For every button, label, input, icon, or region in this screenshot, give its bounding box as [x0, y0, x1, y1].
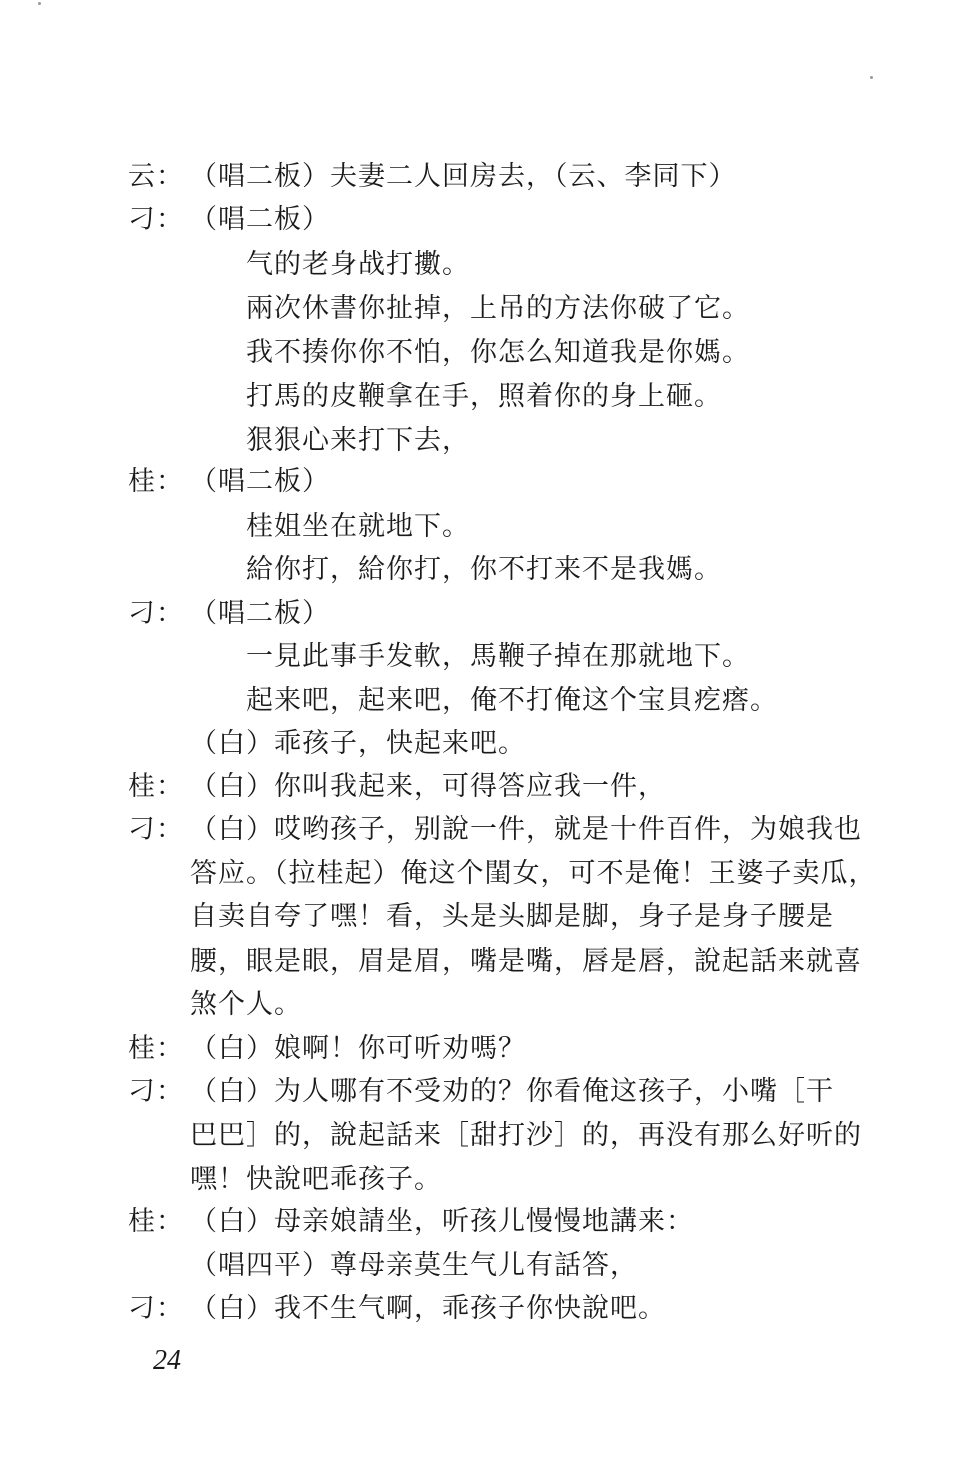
speaker-label: 刁：: [128, 598, 184, 629]
line-text: 煞个人。: [190, 989, 302, 1020]
speaker-label: 刁：: [128, 204, 184, 235]
line-text: （白）母亲娘請坐，听孩儿慢慢地講来：: [190, 1206, 694, 1237]
line-text: （白）为人哪有不受劝的？你看俺这孩子，小嘴［干: [190, 1076, 834, 1107]
line-text: 巴巴］的，說起話来［甜打沙］的，再没有那么好听的: [190, 1120, 862, 1151]
line-text: 桂姐坐在就地下。: [246, 511, 470, 542]
speaker-label: 桂：: [128, 466, 184, 497]
line-text: 打馬的皮鞭拿在手，照着你的身上砸。: [246, 381, 722, 412]
speaker-label: 刁：: [128, 1076, 184, 1107]
scan-speck: [870, 76, 873, 79]
line-text: 腰，眼是眼，眉是眉，嘴是嘴，唇是唇，說起話来就喜: [190, 946, 862, 977]
line-text: （白）娘啊！你可听劝嗎？: [190, 1033, 526, 1064]
line-text: （唱二板）: [190, 204, 330, 235]
line-text: 一見此事手发軟，馬鞭子掉在那就地下。: [246, 641, 750, 672]
speaker-label: 桂：: [128, 771, 184, 802]
speaker-label: 桂：: [128, 1033, 184, 1064]
line-text: 給你打，給你打，你不打来不是我媽。: [246, 554, 722, 585]
page-number: 24: [153, 1345, 181, 1376]
speaker-label: 刁：: [128, 814, 184, 845]
line-text: 狠狠心来打下去，: [246, 425, 470, 456]
line-text: 嘿！快說吧乖孩子。: [190, 1164, 442, 1195]
line-text: 兩次休書你扯掉，上吊的方法你破了它。: [246, 293, 750, 324]
line-text: 气的老身战打擻。: [246, 249, 470, 280]
line-text: （白）哎哟孩子，别說一件，就是十件百件，为娘我也: [190, 814, 862, 845]
line-text: 自卖自夸了嘿！看，头是头脚是脚，身子是身子腰是: [190, 901, 834, 932]
line-text: （白）我不生气啊，乖孩子你快說吧。: [190, 1293, 666, 1324]
speaker-label: 桂：: [128, 1206, 184, 1237]
line-text: （唱二板）: [190, 598, 330, 629]
line-text: （唱二板）夫妻二人回房去，（云、李同下）: [190, 161, 737, 192]
line-text: （唱四平）尊母亲莫生气儿有話答，: [190, 1250, 638, 1281]
speaker-label: 刁：: [128, 1293, 184, 1324]
line-text: （白）你叫我起来，可得答应我一件，: [190, 771, 666, 802]
line-text: （白）乖孩子，快起来吧。: [190, 728, 526, 759]
line-text: （唱二板）: [190, 466, 330, 497]
speaker-label: 云：: [128, 161, 184, 192]
scan-speck: [38, 2, 41, 5]
line-text: 答应。（拉桂起）俺这个閨女，可不是俺！王婆子卖瓜，: [190, 858, 877, 889]
line-text: 我不揍你你不怕，你怎么知道我是你媽。: [246, 337, 750, 368]
line-text: 起来吧，起来吧，俺不打俺这个宝貝疙瘩。: [246, 685, 778, 716]
